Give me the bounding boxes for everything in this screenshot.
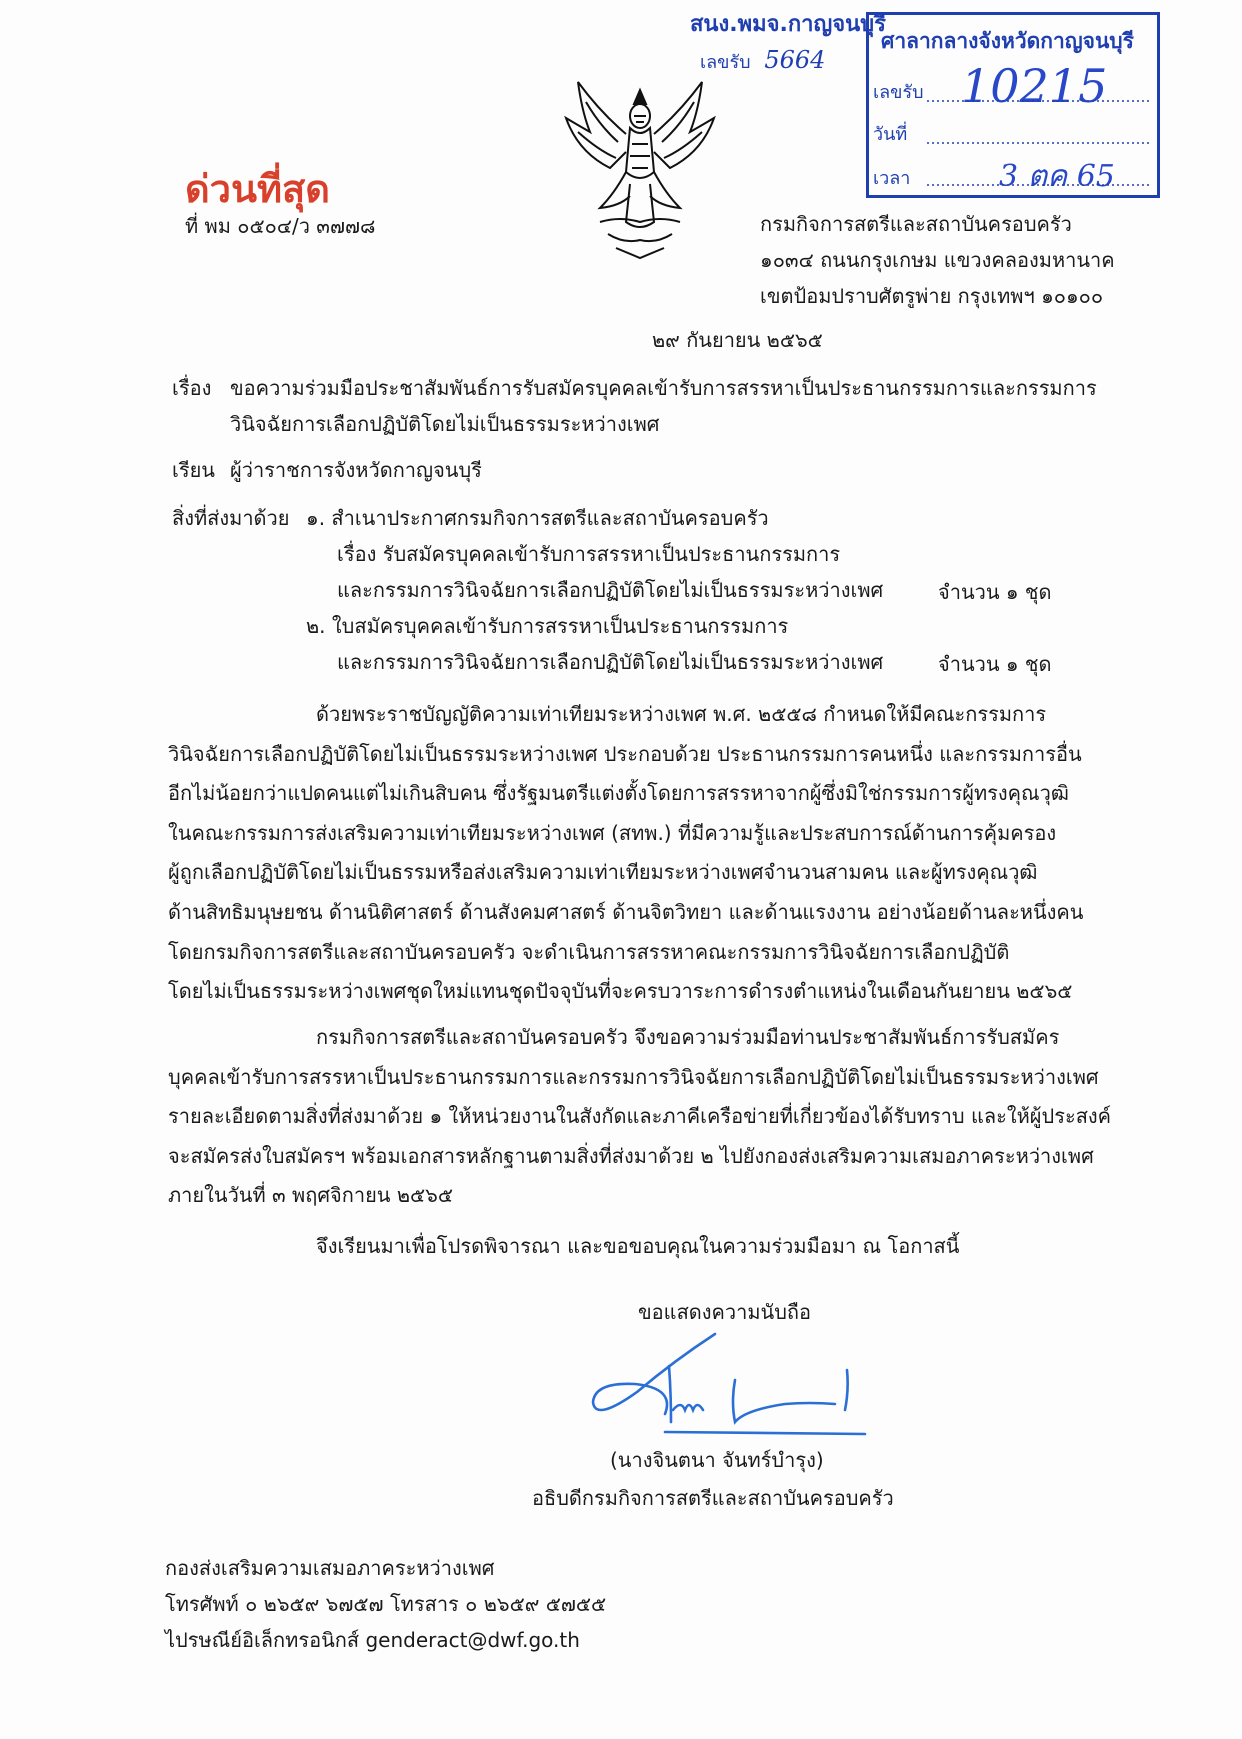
- provincial-office-stamp: [690, 6, 886, 41]
- garuda-emblem-icon: [560, 72, 720, 262]
- body-paragraph-2: [168, 1018, 1116, 1216]
- sender-address-line1: ๑๐๓๔ ถนนกรุงเกษม แขวงคลองมหานาค: [760, 248, 1115, 272]
- provincial-office-receive-label: เลขรับ: [700, 52, 751, 73]
- subject-line2: วินิจฉัยการเลือกปฏิบัติโดยไม่เป็นธรรมระหว่างเพศ: [230, 412, 660, 436]
- paragraph-line: ด้านสิทธิมนุษยชน ด้านนิติศาสตร์ ด้านสังคมศาสตร์ ด้านจิตวิทยา และด้านแรงงาน อย่างน้อยด้านละหนึ่งคน: [168, 899, 1084, 924]
- paragraph-line: จะสมัครส่งใบสมัครฯ พร้อมเอกสารหลักฐานตามสิ่งที่ส่งมาด้วย ๒ ไปยังกองส่งเสริมความเสมอภาคระหว่างเพศ: [168, 1143, 1094, 1168]
- enclosures-label: สิ่งที่ส่งมาด้วย: [172, 506, 290, 530]
- subject-label: เรื่อง: [172, 376, 212, 400]
- paragraph-line: กรมกิจการสตรีและสถาบันครอบครัว จึงขอความร่วมมือท่านประชาสัมพันธ์การรับสมัคร: [316, 1025, 1060, 1049]
- enclosure-1-line1: ๑. สำเนาประกาศกรมกิจการสตรีและสถาบันครอบครัว: [306, 506, 769, 530]
- signatory-title: อธิบดีกรมกิจการสตรีและสถาบันครอบครัว: [532, 1486, 894, 1510]
- receive-number-value: 10215: [961, 59, 1108, 113]
- handwritten-signature: [585, 1330, 875, 1450]
- provincial-office-stamp-text: สนง.พมจ.กาญจนบุรี: [690, 12, 886, 37]
- document-number: ที่ พม ๐๕๐๔/ว ๓๗๗๘: [185, 214, 376, 238]
- recipient: ผู้ว่าราชการจังหวัดกาญจนบุรี: [230, 458, 482, 482]
- enclosure-1-line2: เรื่อง รับสมัครบุคคลเข้ารับการสรรหาเป็นประธานกรรมการ: [337, 542, 841, 566]
- sender-department: กรมกิจการสตรีและสถาบันครอบครัว: [760, 212, 1072, 236]
- paragraph-line: บุคคลเข้ารับการสรรหาเป็นประธานกรรมการและกรรมการวินิจฉัยการเลือกปฏิบัติโดยไม่เป็นธรรมระหว่างเพศ: [168, 1064, 1099, 1089]
- enclosure-2-line1: ๒. ใบสมัครบุคคลเข้ารับการสรรหาเป็นประธานกรรมการ: [306, 614, 789, 638]
- regards-text: ขอแสดงความนับถือ: [638, 1300, 812, 1324]
- footer-division: กองส่งเสริมความเสมอภาคระหว่างเพศ: [165, 1556, 495, 1580]
- receive-time-value: 3 ตค 65: [999, 159, 1115, 194]
- enclosure-1-line3: และกรรมการวินิจฉัยการเลือกปฏิบัติโดยไม่เป็นธรรมระหว่างเพศ: [337, 578, 884, 602]
- receive-date-label: วันที่: [873, 124, 908, 145]
- receive-stamp-title: ศาลากลางจังหวัดกาญจนบุรี: [881, 29, 1134, 53]
- paragraph-line: รายละเอียดตามสิ่งที่ส่งมาด้วย ๑ ให้หน่วยงานในสังกัดและภาคีเครือข่ายที่เกี่ยวข้องได้รับทราบ และให้ผู้ประสงค์: [168, 1104, 1112, 1129]
- enclosure-1-quantity: จำนวน ๑ ชุด: [938, 580, 1052, 604]
- receive-time-label: เวลา: [873, 168, 911, 189]
- paragraph-line: ผู้ถูกเลือกปฏิบัติโดยไม่เป็นธรรมหรือส่งเสริมความเท่าเทียมระหว่างเพศจำนวนสามคน และผู้ทรงคุณวุฒิ: [168, 860, 1038, 885]
- paragraph-line: ภายในวันที่ ๓ พฤศจิกายน ๒๕๖๕: [168, 1183, 453, 1208]
- sender-address-line2: เขตป้อมปราบศัตรูพ่าย กรุงเทพฯ ๑๐๑๐๐: [760, 284, 1104, 308]
- paragraph-line: โดยกรมกิจการสตรีและสถาบันครอบครัว จะดำเนินการสรรหาคณะกรรมการวินิจฉัยการเลือกปฏิบัติ: [168, 939, 1010, 964]
- receive-stamp: [866, 12, 1160, 198]
- signatory-name: (นางจินตนา จันทร์บำรุง): [610, 1448, 824, 1472]
- urgency-label: ด่วนที่สุด: [185, 167, 330, 211]
- receive-number-label: เลขรับ: [873, 82, 924, 103]
- subject-line1: ขอความร่วมมือประชาสัมพันธ์การรับสมัครบุคคลเข้ารับการสรรหาเป็นประธานกรรมการและกรรมการ: [230, 376, 1097, 400]
- letter-date: ๒๙ กันยายน ๒๕๖๕: [652, 328, 823, 352]
- footer-email: ไปรษณีย์อิเล็กทรอนิกส์ genderact@dwf.go.th: [165, 1628, 580, 1652]
- closing-sentence: จึงเรียนมาเพื่อโปรดพิจารณา และขอขอบคุณในความร่วมมือมา ณ โอกาสนี้: [316, 1234, 960, 1258]
- paragraph-line: ด้วยพระราชบัญญัติความเท่าเทียมระหว่างเพศ พ.ศ. ๒๕๕๘ กำหนดให้มีคณะกรรมการ: [316, 702, 1047, 726]
- paragraph-line: อีกไม่น้อยกว่าแปดคนแต่ไม่เกินสิบคน ซึ่งรัฐมนตรีแต่งตั้งโดยการสรรหาจากผู้ซึ่งมิใช่กรรมการผู้ทรงคุณวุฒิ: [168, 781, 1069, 806]
- enclosure-2-quantity: จำนวน ๑ ชุด: [938, 652, 1052, 676]
- paragraph-line: โดยไม่เป็นธรรมระหว่างเพศชุดใหม่แทนชุดปัจจุบันที่จะครบวาระการดำรงตำแหน่งในเดือนกันยายน ๒๕๖๕: [168, 979, 1073, 1004]
- footer-phone: โทรศัพท์ ๐ ๒๖๕๙ ๖๗๕๗ โทรสาร ๐ ๒๖๕๙ ๕๗๕๕: [165, 1592, 607, 1616]
- provincial-office-receive-value: 5664: [764, 46, 826, 74]
- paragraph-line: วินิจฉัยการเลือกปฏิบัติโดยไม่เป็นธรรมระหว่างเพศ ประกอบด้วย ประธานกรรมการคนหนึ่ง และกรรมการอื่น: [168, 741, 1082, 766]
- paragraph-line: ในคณะกรรมการส่งเสริมความเท่าเทียมระหว่างเพศ (สทพ.) ที่มีความรู้และประสบการณ์ด้านการคุ้มครอง: [168, 820, 1057, 845]
- recipient-label: เรียน: [172, 458, 215, 482]
- receive-stamp-dotted-lines: [869, 15, 1157, 195]
- body-paragraph-1: [168, 695, 1116, 1012]
- enclosure-2-line2: และกรรมการวินิจฉัยการเลือกปฏิบัติโดยไม่เป็นธรรมระหว่างเพศ: [337, 650, 884, 674]
